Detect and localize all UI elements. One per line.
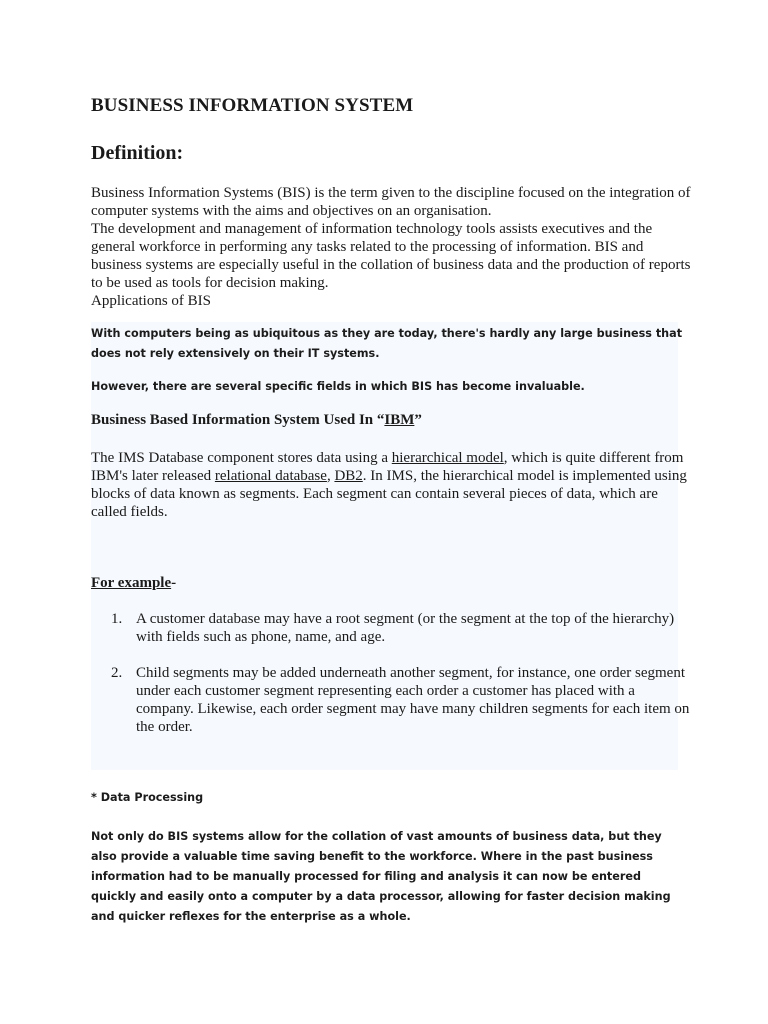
list-item-number: 2.: [111, 665, 123, 681]
example-list: [91, 610, 691, 754]
list-item-number: 1.: [111, 611, 123, 627]
relational-database-link[interactable]: relational database: [214, 468, 327, 484]
ibm-heading-prefix: Business Based Information System Used In “: [91, 412, 385, 428]
definition-text: [91, 184, 691, 310]
list-item: [91, 610, 691, 646]
data-processing-paragraph: Not only do BIS systems allow for the collation of vast amounts of business data, but they also provide a valuable time saving benefit to the workforce. Where in the past business information had to be manually processed for filing and analysis it can now be entered quickly and easily onto a computer by a data processor, allowing for faster decision making and quicker reflexes for the enterprise as a whole.: [91, 830, 671, 923]
example-heading: [91, 575, 176, 592]
hierarchical-model-link[interactable]: hierarchical model: [391, 450, 504, 466]
data-processing-heading: * Data Processing: [91, 791, 204, 804]
ims-text-3: ,: [326, 468, 335, 484]
ims-paragraph: [91, 449, 691, 521]
applications-label: Applications of BIS: [91, 293, 211, 309]
ibm-link[interactable]: IBM: [384, 412, 415, 428]
ims-text-1: The IMS Database component stores data using a: [91, 450, 392, 466]
definition-paragraph-2: The development and management of information technology tools assists executives and the general workforce in performing any tasks related to the processing of information. BIS and business systems are especially useful in the collation of business data and the production of reports to be used as tools for decision making.: [91, 221, 691, 291]
db2-link[interactable]: DB2: [334, 468, 363, 484]
list-item: [91, 664, 691, 736]
definition-paragraph-1: Business Information Systems (BIS) is the term given to the discipline focused on the integration of computer systems with the aims and objectives on an organisation.: [91, 185, 691, 219]
list-item-text: Child segments may be added underneath another segment, for instance, one order segment under each customer segment representing each order a customer has placed with a company. Likewise, each order segment may have many children segments for each item on the order.: [136, 665, 690, 735]
ims-text-2: , which is quite different from IBM's later released: [91, 450, 684, 484]
ibm-heading-suffix: ”: [414, 412, 422, 428]
example-heading-suffix: -: [171, 575, 177, 591]
list-item-text: A customer database may have a root segment (or the segment at the top of the hierarchy) with fields such as phone, name, and age.: [136, 611, 675, 645]
ubiquitous-paragraph: With computers being as ubiquitous as they are today, there's hardly any large business that does not rely extensively on their IT systems.: [91, 327, 683, 360]
example-heading-label: For example: [91, 575, 172, 591]
document-title: BUSINESS INFORMATION SYSTEM: [91, 95, 414, 116]
definition-heading: Definition:: [91, 142, 184, 164]
specific-fields-paragraph: However, there are several specific fields in which BIS has become invaluable.: [91, 380, 585, 393]
ibm-section-heading: [91, 412, 422, 429]
ims-text-4: . In IMS, the hierarchical model is implemented using blocks of data known as segments. Each segment can contain several pieces of data, which are called fields.: [91, 468, 687, 520]
